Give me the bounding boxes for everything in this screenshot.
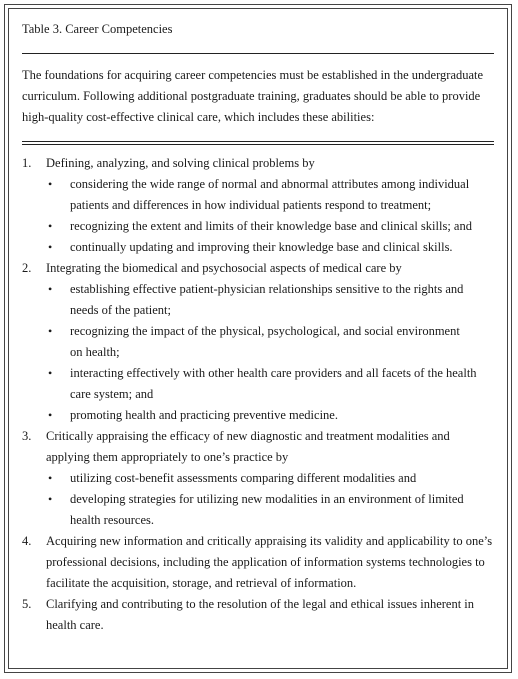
bullet-text: developing strategies for utilizing new modalities in an environment of limited health resources. (70, 492, 464, 527)
bullet-text: promoting health and practicing preventive medicine. (70, 408, 338, 422)
item-text: Clarifying and contributing to the resolution of the legal and ethical issues inherent in health care. (46, 597, 475, 632)
item-text: Defining, analyzing, and solving clinical problems by (46, 156, 315, 170)
bullet-text: recognizing the impact of the physical, psychological, and social environment on health; (70, 324, 460, 359)
bullet-icon: • (48, 177, 53, 191)
bullet-text: continually updating and improving their knowledge base and clinical skills. (70, 240, 453, 254)
bullet-icon: • (48, 366, 53, 380)
item-number: 2. (22, 261, 32, 275)
item-number: 5. (22, 597, 32, 611)
intro-rule (22, 141, 494, 145)
bullet-icon: • (48, 240, 53, 254)
bullet-icon: • (48, 471, 53, 485)
table-intro: The foundations for acquiring career competencies must be established in the undergraduate curriculum. Following additional postgraduate training, graduates should be able to provide high-quality cost-effective clinical care, which includes these abilities: (22, 68, 484, 124)
bullet-text: recognizing the extent and limits of their knowledge base and clinical skills; and (70, 219, 472, 233)
bullet-text: utilizing cost-benefit assessments comparing different modalities and (70, 471, 417, 485)
bullet-text: interacting effectively with other health care providers and all facets of the health care system; and (70, 366, 477, 401)
table-title: Table 3. Career Competencies (22, 22, 173, 36)
bullet-icon: • (48, 219, 53, 233)
bullet-icon: • (48, 282, 53, 296)
bullet-icon: • (48, 324, 53, 338)
item-text: Integrating the biomedical and psychosocial aspects of medical care by (46, 261, 402, 275)
bullet-text: establishing effective patient-physician relationships sensitive to the rights and needs of the patient; (70, 282, 464, 317)
item-text: Acquiring new information and critically appraising its validity and applicability to one’s professional decisions, including the application of information systems technologies to facilitate the acquisition, storage, and retrieval of information. (46, 534, 493, 590)
item-number: 3. (22, 429, 32, 443)
item-number: 1. (22, 156, 32, 170)
bullet-icon: • (48, 408, 53, 422)
bullet-text: considering the wide range of normal and abnormal attributes among individual patients and differences in how individual patients respond to treatment; (70, 177, 470, 212)
title-rule (22, 53, 494, 54)
bullet-icon: • (48, 492, 53, 506)
item-text: Critically appraising the efficacy of new diagnostic and treatment modalities and applying them appropriately to one’s practice by (46, 429, 450, 464)
item-number: 4. (22, 534, 32, 548)
